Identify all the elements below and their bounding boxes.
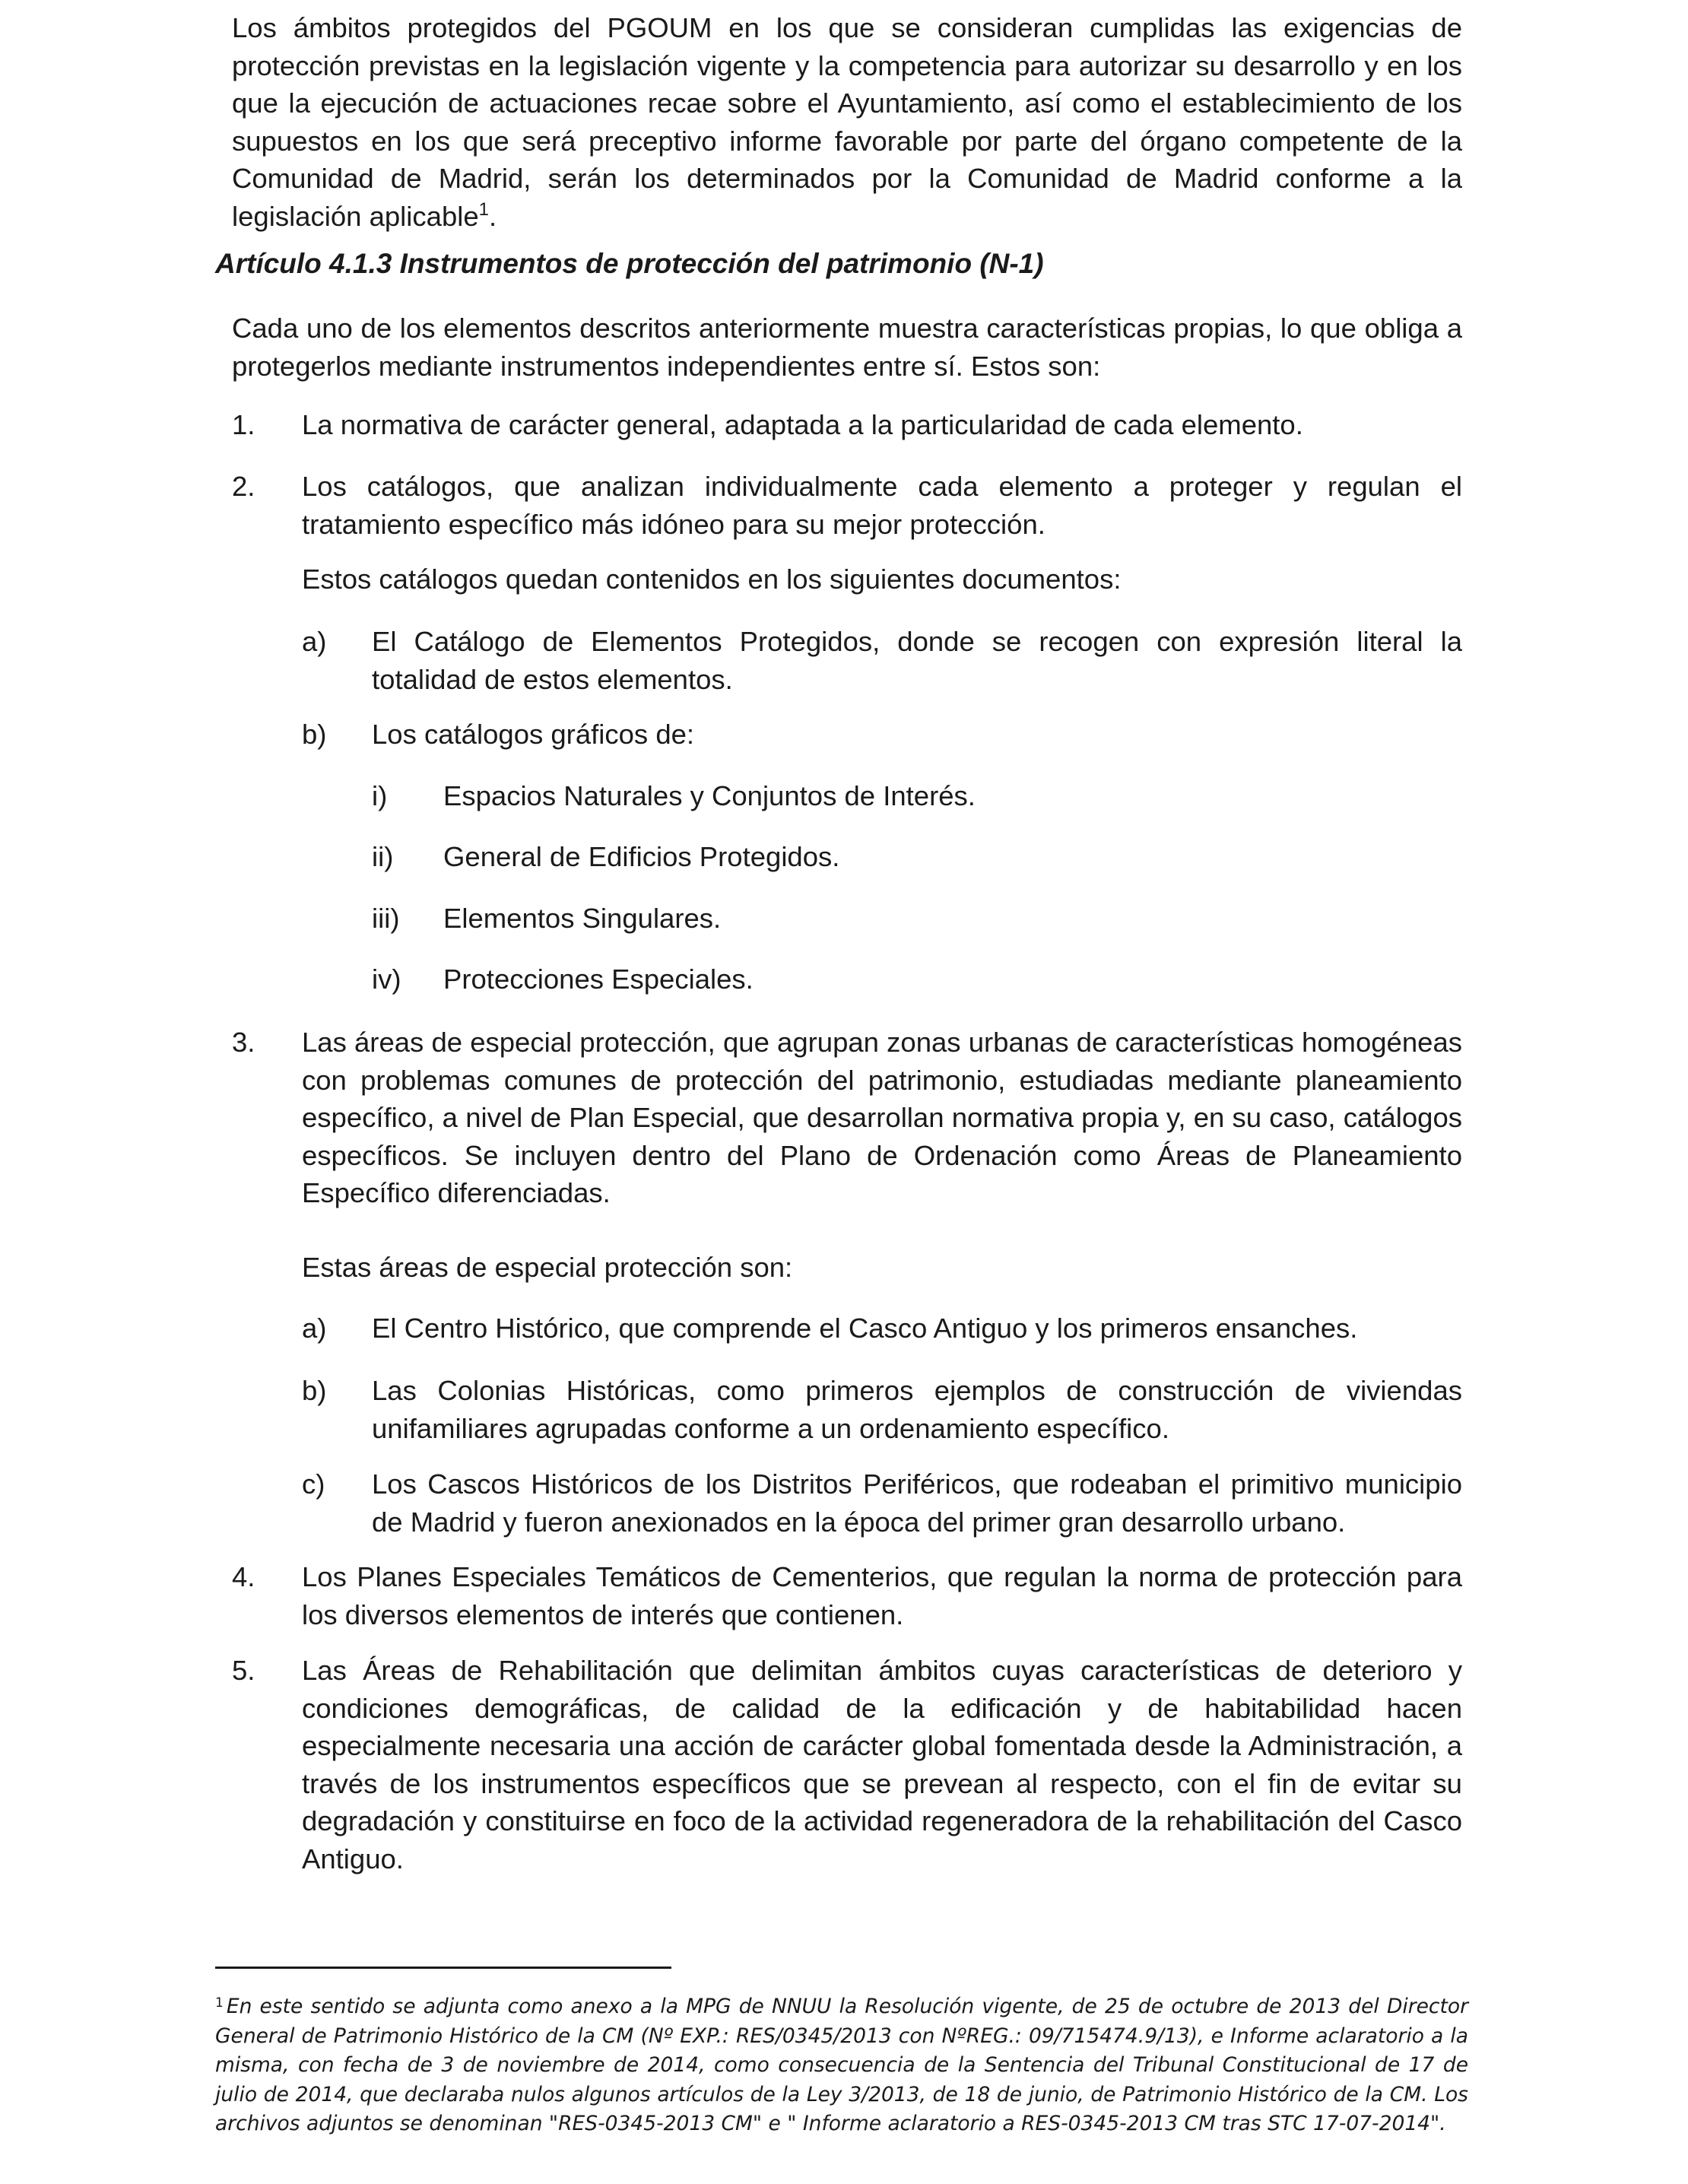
sub-item-text: Los catálogos gráficos de: xyxy=(372,719,695,750)
footnote-text: En este sentido se adjunta como anexo a la MPG de NNUU la Resolución vigente, de 25 de octubre de 2013 del Director General de Patrimonio Histórico de la CM (Nº EXP.: RES/0345/2013 con NºREG.: 09/715474.9/13), e Informe aclaratorio a la misma, con fecha de 3 de noviembre de 2014, como consecuencia de la Sentencia del Tribunal Constitucional de 17 de julio de 2014, que declaraba nulos algunos artículos de la Ley 3/2013, de 18 de junio, de Patrimonio Histórico de la CM. Los archivos adjuntos se denominan "RES-0345-2013 CM" e " Informe aclaratorio a RES-0345-2013 CM tras STC 17-07-2014". xyxy=(215,1995,1468,2135)
sub-intro: Estas áreas de especial protección son: xyxy=(302,1252,793,1283)
footnote xyxy=(215,1992,1468,2139)
intro-paragraph xyxy=(232,9,1462,235)
sub-label: a) xyxy=(302,626,327,657)
roman-item-text: Protecciones Especiales. xyxy=(443,963,754,995)
roman-label: iv) xyxy=(372,963,401,995)
intro-text: Los ámbitos protegidos del PGOUM en los que se consideran cumplidas las exigencias de protección previstas en la legislación vigente y la competencia para autorizar su desarrollo y en los que la ejecución de actuaciones recae sobre el Ayuntamiento, así como el establecimiento de los supuestos en los que será preceptivo informe favorable por parte del órgano competente de la Comunidad de Madrid, serán los determinados por la Comunidad de Madrid conforme a la legislación aplicable xyxy=(232,12,1462,232)
list-number: 5. xyxy=(232,1655,255,1686)
roman-label: iii) xyxy=(372,903,400,934)
sub-intro: Estos catálogos quedan contenidos en los siguientes documentos: xyxy=(302,563,1122,595)
footnote-marker: 1 xyxy=(215,1995,224,2011)
article-lead: Cada uno de los elementos descritos anteriormente muestra características propias, lo que obliga a protegerlos mediante instrumentos independientes entre sí. Estos son: xyxy=(232,313,1462,382)
list-number: 4. xyxy=(232,1561,255,1592)
roman-item-text: Espacios Naturales y Conjuntos de Interés. xyxy=(443,780,976,811)
roman-label: ii) xyxy=(372,841,394,872)
sub-item-text: Los Cascos Históricos de los Distritos Periféricos, que rodeaban el primitivo municipio de Madrid y fueron anexionados en la época del primer gran desarrollo urbano. xyxy=(372,1468,1462,1538)
roman-item-text: Elementos Singulares. xyxy=(443,903,722,934)
list-item-text: La normativa de carácter general, adaptada a la particularidad de cada elemento. xyxy=(302,409,1303,440)
sub-label: a) xyxy=(302,1313,327,1344)
sub-item-text: El Centro Histórico, que comprende el Casco Antiguo y los primeros ensanches. xyxy=(372,1313,1358,1344)
list-item-text: Las áreas de especial protección, que agrupan zonas urbanas de características homogéneas con problemas comunes de protección del patrimonio, estudiadas mediante planeamiento específico, a nivel de Plan Especial, que desarrollan normativa propia y, en su caso, catálogos específicos. Se incluyen dentro del Plano de Ordenación como Áreas de Planeamiento Específico diferenciadas. xyxy=(302,1027,1462,1208)
list-number: 3. xyxy=(232,1027,255,1058)
list-number: 2. xyxy=(232,471,255,502)
footnote-separator xyxy=(215,1967,671,1969)
roman-label: i) xyxy=(372,780,388,811)
list-item-text: Los Planes Especiales Temáticos de Cementerios, que regulan la norma de protección para los diversos elementos de interés que contienen. xyxy=(302,1561,1462,1630)
footnote-reference[interactable]: 1 xyxy=(478,198,490,220)
sub-item-text: El Catálogo de Elementos Protegidos, donde se recogen con expresión literal la totalidad de estos elementos. xyxy=(372,626,1462,695)
intro-end: . xyxy=(489,200,497,232)
list-number: 1. xyxy=(232,409,255,440)
list-item-text: Las Áreas de Rehabilitación que delimitan ámbitos cuyas características de deterioro y condiciones demográficas, de calidad de la edificación y de habitabilidad hacen especialmente necesaria una acción de carácter global fomentada desde la Administración, a través de los instrumentos específicos que se prevean al respecto, con el fin de evitar su degradación y constituirse en foco de la actividad regeneradora de la rehabilitación del Casco Antiguo. xyxy=(302,1655,1462,1874)
article-heading: Artículo 4.1.3 Instrumentos de protección del patrimonio (N-1) xyxy=(215,248,1044,279)
sub-item-text: Las Colonias Históricas, como primeros ejemplos de construcción de viviendas unifamiliares agrupadas conforme a un ordenamiento específico. xyxy=(372,1375,1462,1444)
sub-label: b) xyxy=(302,719,327,750)
sub-label: b) xyxy=(302,1375,327,1406)
roman-item-text: General de Edificios Protegidos. xyxy=(443,841,840,872)
list-item-text: Los catálogos, que analizan individualmente cada elemento a proteger y regulan el tratamiento específico más idóneo para su mejor protección. xyxy=(302,471,1462,540)
sub-label: c) xyxy=(302,1468,325,1500)
